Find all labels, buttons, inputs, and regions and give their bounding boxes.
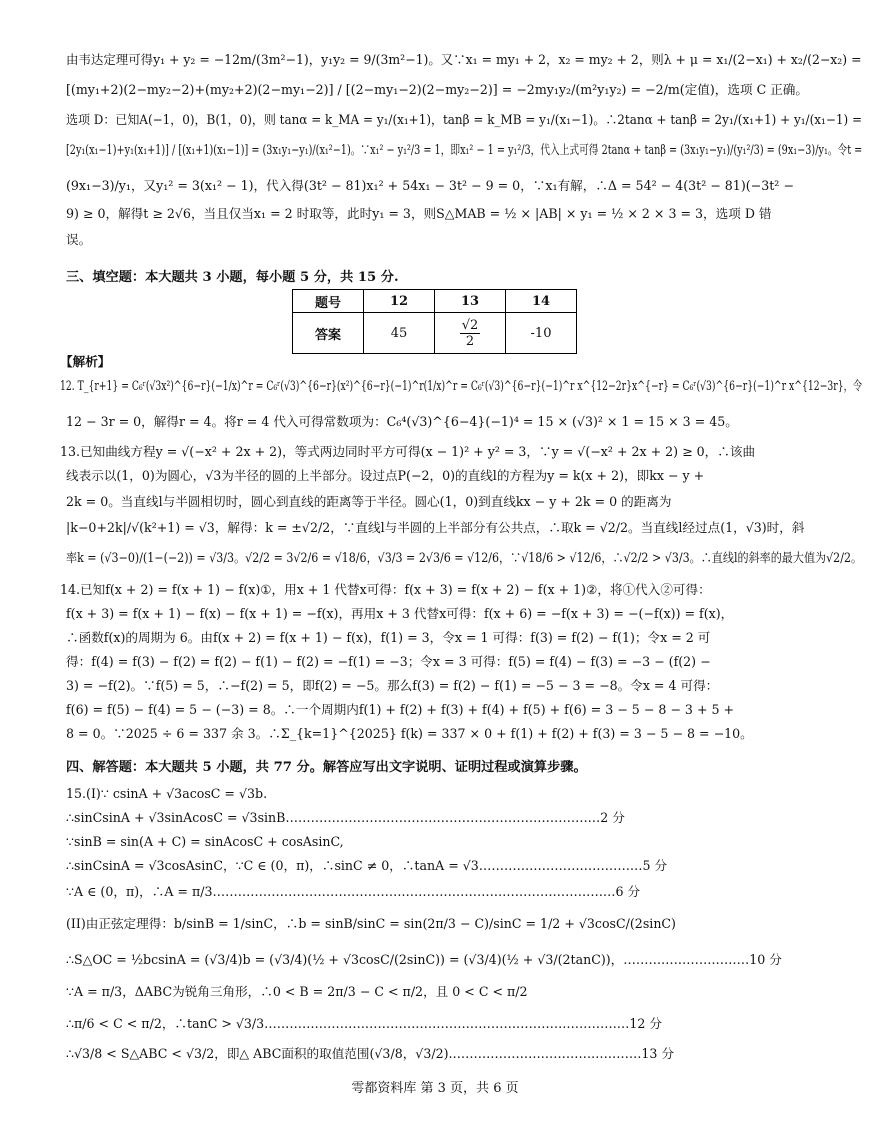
table-header-cell: 13 xyxy=(435,290,506,313)
table-cell: -10 xyxy=(506,313,577,354)
text-line: |k−0+2k|/√(k²+1) = √3，解得：k = ±√2/2，∵直线l与半圆的上半部分有公共点，∴取k = √2/2。当直线l经过点(1，√3)时，斜 xyxy=(66,520,805,535)
text-line: f(x + 3) = f(x + 1) − f(x) − f(x + 1) = −f(x)，再用x + 3 代替x可得：f(x + 6) = −f(x + 3) = −(−f(x)) = f(x)， xyxy=(66,606,734,621)
text-line: 8 = 0。∵2025 ÷ 6 = 337 余 3。∴Σ_{k=1}^{2025} f(k) = 337 × 0 + f(1) + f(2) + f(3) = 3 − 5 − 8 = −10。 xyxy=(66,726,753,741)
text-line: 12 − 3r = 0，解得r = 4。将r = 4 代入可得常数项为：C₆⁴(√3)^{6−4}(−1)⁴ = 15 × (√3)² × 1 = 15 × 3 = 45。 xyxy=(66,414,738,429)
text-line: ∵A = π/3，ΔABC为锐角三角形，∴0 < B = 2π/3 − C < π/2，且 0 < C < π/2 xyxy=(66,984,528,999)
text-line: 3) = −f(2)。∵f(5) = 5，∴−f(2) = 5，即f(2) = −5。那么f(3) = f(2) − f(1) = −5 − 3 = −8。令x = 4 可得： xyxy=(66,678,719,693)
text-line: 12. T_{r+1} = C₆ʳ(√3x²)^{6−r}(−1/x)^r = C₆ʳ(√3)^{6−r}(x²)^{6−r}(−1)^r(1/x)^r = C₆ʳ(√3)^{6−r}(−1)^r x^{12−2r}x^{−r} = C₆ʳ(√3)^{6−r}(−1)^r x^{12−3r}，令 xyxy=(60,378,863,393)
fraction xyxy=(460,318,481,349)
section-heading: 三、填空题：本大题共 3 小题，每小题 5 分，共 15 分. xyxy=(66,270,399,285)
table-cell: 45 xyxy=(364,313,435,354)
text-line: ∴sinCsinA = √3cosAsinC，∵C ∈ (0，π)，∴sinC ≠ 0，∴tanA = √3…………………………………5 分 xyxy=(66,858,668,873)
text-line: 9) ≥ 0，解得t ≥ 2√6，当且仅当x₁ = 2 时取等，此时y₁ = 3，则S△MAB = ½ × |AB| × y₁ = ½ × 2 × 3 = 3，选项 D 错 xyxy=(66,206,772,221)
text-line: ∴S△OC = ½bcsinA = (√3/4)b = (√3/4)(½ + √3cosC/(2sinC)) = (√3/4)(½ + √3/(2tanC))，…………………………10 分 xyxy=(66,952,782,967)
text-line: ∵A ∈ (0，π)，∴A = π/3……………………………………………………………………………………6 分 xyxy=(66,884,641,899)
table-header-cell: 题号 xyxy=(293,290,364,313)
text-line: 2k = 0。当直线l与半圆相切时，圆心到直线的距离等于半径。圆心(1，0)到直线kx − y + 2k = 0 的距离为 xyxy=(66,494,672,509)
text-line: (9x₁−3)/y₁，又y₁² = 3(x₁² − 1)，代入得(3t² − 81)x₁² + 54x₁ − 3t² − 9 = 0，∵x₁有解，∴Δ = 54² − 4(3t² − 81)(−3t² − xyxy=(66,178,794,193)
text-line: ∴sinCsinA + √3sinAcosC = √3sinB…………………………………………………………………2 分 xyxy=(66,810,625,825)
text-line: ∵sinB = sin(A + C) = sinAcosC + cosAsinC, xyxy=(66,834,344,849)
text-line: (II)由正弦定理得：b/sinB = 1/sinC，∴b = sinB/sinC = sin(2π/3 − C)/sinC = 1/2 + √3cosC/(2sinC) xyxy=(66,916,676,931)
table-cell xyxy=(435,313,506,354)
fraction-denominator: 2 xyxy=(465,333,475,349)
text-line: 率k = (√3−0)/(1−(−2)) = √3/3。√2/2 = 3√2/6 = √18/6，√3/3 = 2√3/6 = √12/6，∵√18/6 > √12/6，∴√2/2 > √3/3。∴直线l的斜率的最大值为√2/2。 xyxy=(66,550,863,565)
text-line: 误。 xyxy=(66,232,92,247)
table-row-label: 答案 xyxy=(293,313,364,354)
text-line: 14.已知f(x + 2) = f(x + 1) − f(x)①，用x + 1 代替x可得：f(x + 3) = f(x + 2) − f(x + 1)②，将①代入②可得： xyxy=(60,582,711,597)
text-line: 13.已知曲线方程y = √(−x² + 2x + 2)，等式两边同时平方可得(x − 1)² + y² = 3，∵y = √(−x² + 2x + 2) ≥ 0，∴该曲 xyxy=(60,444,756,459)
analysis-label: 【解析】 xyxy=(60,354,111,369)
text-line: [(my₁+2)(2−my₂−2)+(my₂+2)(2−my₁−2)] / [(2−my₁−2)(2−my₂−2)] = −2my₁y₂/(m²y₁y₂) = −2/m(定值)，选项 C 正确。 xyxy=(66,82,808,97)
text-line: 选项 D：已知A(−1，0)，B(1，0)，则 tanα = k_MA = y₁/(x₁+1)，tanβ = k_MB = y₁/(x₁−1)。∴2tanα + tanβ = 2y₁/(x₁+1) + y₁/(x₁−1) = xyxy=(66,112,862,127)
text-line: ∴π/6 < C < π/2，∴tanC > √3/3……………………………………………………………………………12 分 xyxy=(66,1016,663,1031)
fraction-numerator: √2 xyxy=(461,317,479,333)
table-header-cell: 12 xyxy=(364,290,435,313)
text-line: 线表示以(1，0)为圆心，√3为半径的圆的上半部分。设过点P(−2，0)的直线l的方程为y = k(x + 2)，即kx − y + xyxy=(66,468,705,483)
text-line: ∴√3/8 < S△ABC < √3/2，即△ ABC面积的取值范围(√3/8，√3/2).………………………………………13 分 xyxy=(66,1046,675,1061)
text-line: 得：f(4) = f(3) − f(2) = f(2) − f(1) − f(2) = −f(1) = −3；令x = 3 可得：f(5) = f(4) − f(3) = −3 − (f(2) − xyxy=(66,654,711,669)
text-line: 由韦达定理可得y₁ + y₂ = −12m/(3m²−1)，y₁y₂ = 9/(3m²−1)。又∵x₁ = my₁ + 2，x₂ = my₂ + 2，则λ + μ = x₁/(2−x₁) + x₂/(2−x₂) = xyxy=(66,52,862,67)
text-line: f(6) = f(5) − f(4) = 5 − (−3) = 8。∴一个周期内f(1) + f(2) + f(3) + f(4) + f(5) + f(6) = 3 − 5 − 8 − 3 + 5 + xyxy=(66,702,735,717)
section-heading: 四、解答题：本大题共 5 小题，共 77 分。解答应写出文字说明、证明过程或演算步骤。 xyxy=(66,760,587,775)
answer-table xyxy=(292,289,577,354)
table-header-cell: 14 xyxy=(506,290,577,313)
text-line: [2y₁(x₁−1)+y₁(x₁+1)] / [(x₁+1)(x₁−1)] = (3x₁y₁−y₁)/(x₁²−1)。∵x₁² − y₁²/3 = 1，即x₁² − 1 = y₁²/3，代入上式可得 2tanα + tanβ = (3x₁y₁−y₁)/(y₁²/3) = (9x₁−3)/y₁。令t = xyxy=(66,142,863,157)
page-footer: 雩都资料库 第 3 页，共 6 页 xyxy=(351,1081,519,1096)
text-line: 15.(I)∵ csinA + √3acosC = √3b. xyxy=(66,786,268,801)
text-line: ∴函数f(x)的周期为 6。由f(x + 2) = f(x + 1) − f(x)，f(1) = 3，令x = 1 可得：f(3) = f(2) − f(1)；令x = 2 可 xyxy=(66,630,711,645)
